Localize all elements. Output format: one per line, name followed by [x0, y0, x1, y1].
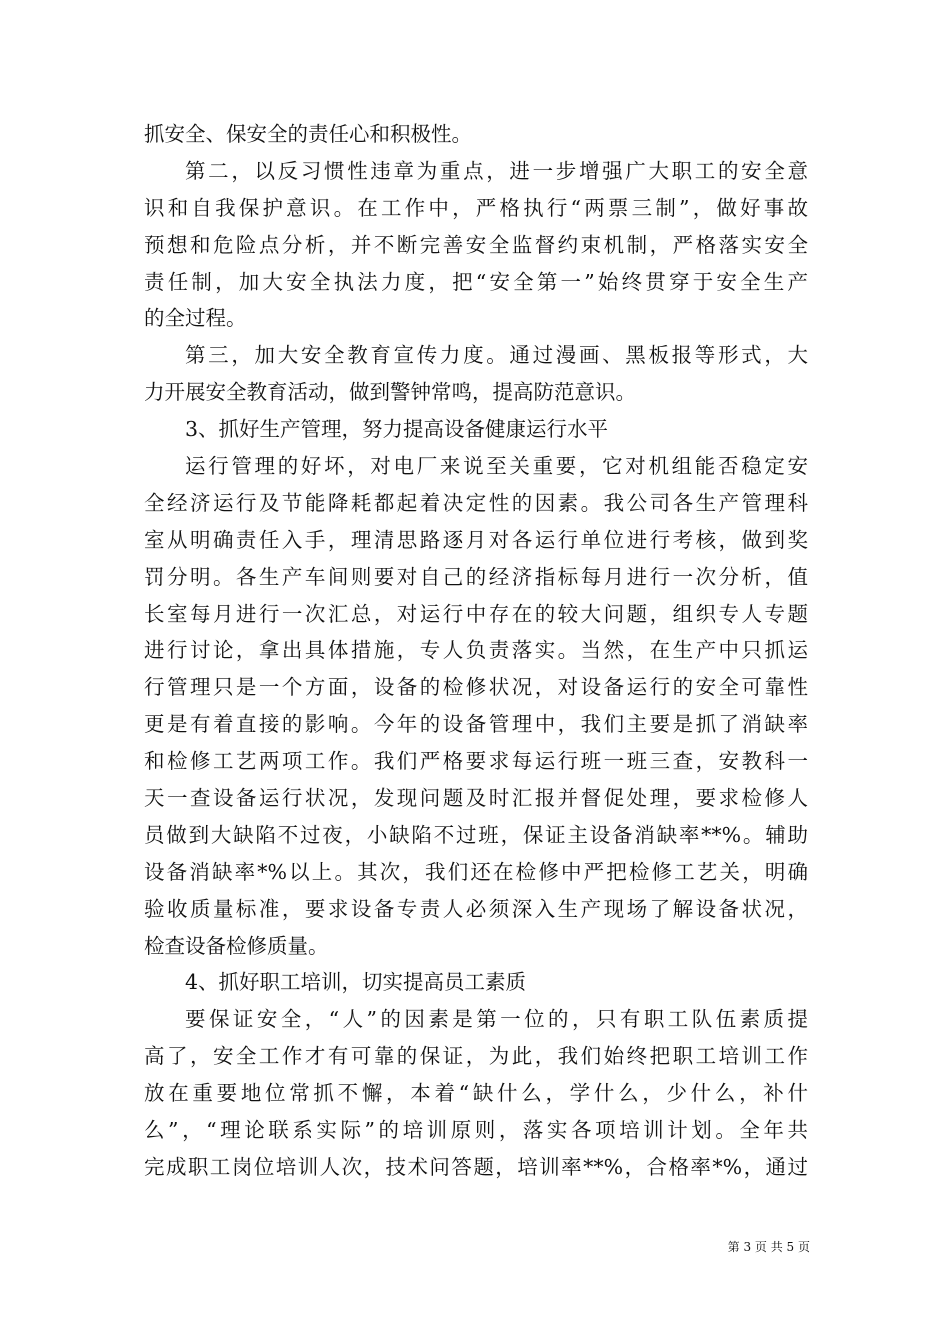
text-line: 第二，以反习惯性违章为重点，进一步增强广大职工的安全意: [185, 158, 808, 183]
text-line: 要保证安全，“人”的因素是第一位的，只有职工队伍素质提: [185, 1007, 808, 1032]
text-line: 第三，加大安全教育宣传力度。通过漫画、黑板报等形式，大: [185, 343, 808, 368]
text-line: 4、抓好职工培训，切实提高员工素质: [185, 970, 527, 995]
text-line: 识和自我保护意识。在工作中，严格执行“两票三制”，做好事故: [144, 195, 808, 220]
text-line: 预想和危险点分析，并不断完善安全监督约束机制，严格落实安全: [144, 232, 808, 257]
text-line: 3、抓好生产管理，努力提高设备健康运行水平: [185, 417, 609, 442]
text-line: 完成职工岗位培训人次，技术问答题，培训率**%，合格率*%，通过: [144, 1154, 808, 1179]
text-line: 设备消缺率*%以上。其次，我们还在检修中严把检修工艺关，明确: [144, 859, 808, 884]
text-line: 高了，安全工作才有可靠的保证，为此，我们始终把职工培训工作: [144, 1044, 808, 1069]
text-line: 抓安全、保安全的责任心和积极性。: [144, 122, 472, 146]
text-line: 么”，“理论联系实际”的培训原则，落实各项培训计划。全年共: [144, 1118, 808, 1143]
page-number: 第 3 页 共 5 页: [727, 1240, 810, 1254]
text-line: 罚分明。各生产车间则要对自己的经济指标每月进行一次分析，值: [144, 564, 808, 589]
text-line: 室从明确责任入手，理清思路逐月对各运行单位进行考核，做到奖: [144, 527, 808, 552]
text-line: 验收质量标准，要求设备专责人必须深入生产现场了解设备状况，: [144, 896, 808, 921]
text-line: 行管理只是一个方面，设备的检修状况，对设备运行的安全可靠性: [144, 675, 808, 700]
text-line: 员做到大缺陷不过夜，小缺陷不过班，保证主设备消缺率**%。辅助: [144, 822, 808, 847]
text-line: 的全过程。: [144, 306, 247, 331]
text-line: 进行讨论，拿出具体措施，专人负责落实。当然，在生产中只抓运: [144, 638, 808, 663]
text-line: 更是有着直接的影响。今年的设备管理中，我们主要是抓了消缺率: [144, 712, 808, 737]
text-line: 放在重要地位常抓不懈，本着“缺什么，学什么，少什么，补什: [144, 1081, 808, 1106]
text-line: 天一查设备运行状况，发现问题及时汇报并督促处理，要求检修人: [144, 786, 808, 811]
text-line: 检查设备检修质量。: [144, 933, 329, 958]
document-body: [144, 116, 808, 1186]
text-line: 责任制，加大安全执法力度，把“安全第一”始终贯穿于安全生产: [144, 269, 808, 294]
text-line: 运行管理的好坏，对电厂来说至关重要，它对机组能否稳定安: [185, 454, 808, 479]
text-line: 力开展安全教育活动，做到警钟常鸣，提高防范意识。: [144, 380, 636, 405]
text-line: 和检修工艺两项工作。我们严格要求每运行班一班三查，安教科一: [144, 749, 808, 774]
text-line: 全经济运行及节能降耗都起着决定性的因素。我公司各生产管理科: [144, 490, 808, 515]
text-line: 长室每月进行一次汇总，对运行中存在的较大问题，组织专人专题: [144, 601, 808, 626]
